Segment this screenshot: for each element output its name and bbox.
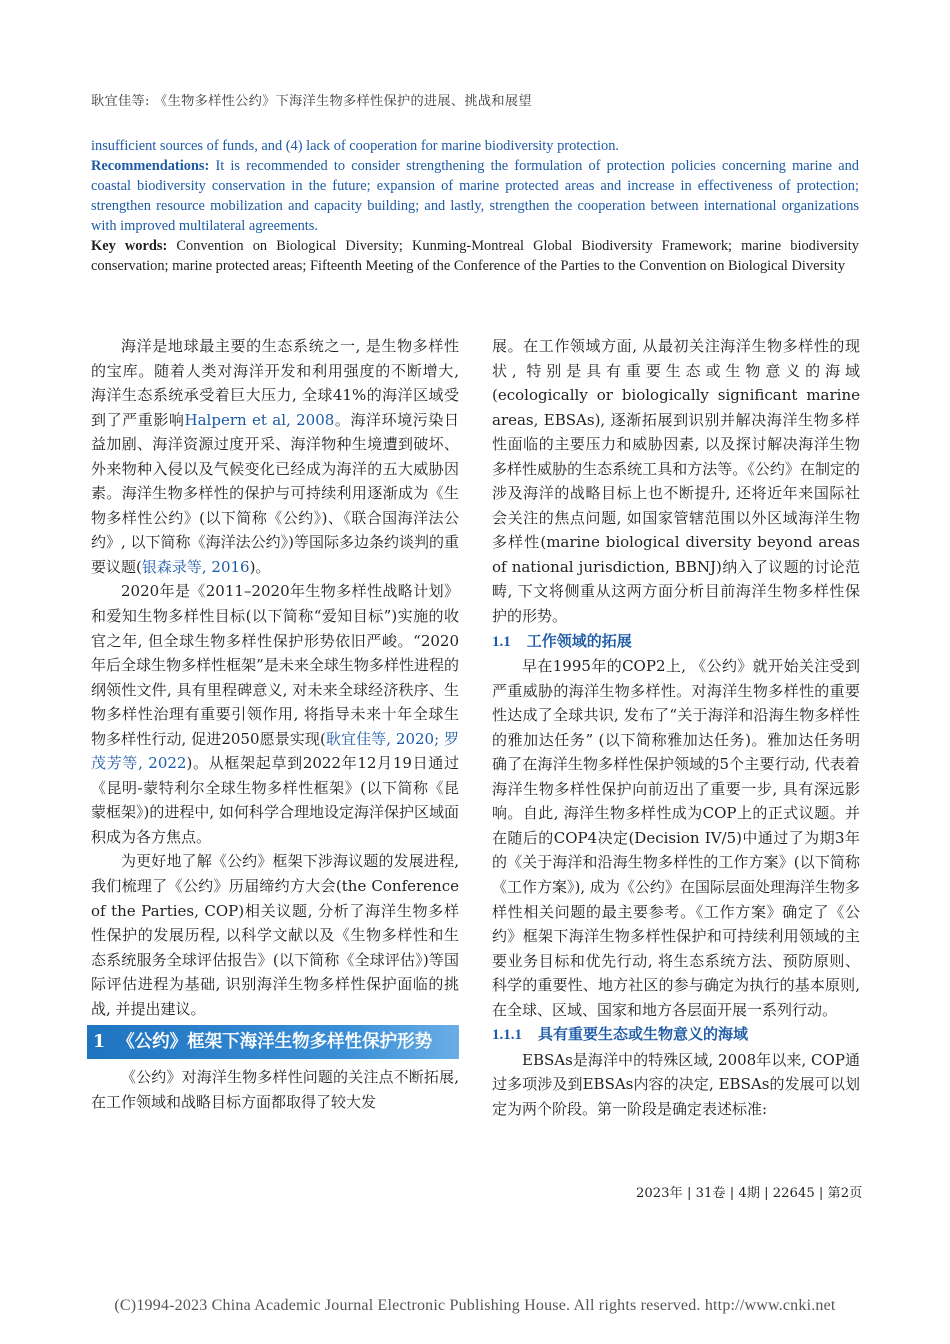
- body-paragraph: 《公约》对海洋生物多样性问题的关注点不断拓展, 在工作领域和战略目标方面都取得了较大发: [91, 1068, 459, 1111]
- abstract-continuation: insufficient sources of funds, and (4) lack of cooperation for marine biodiversity protection.: [91, 138, 620, 154]
- right-column: [492, 334, 860, 1122]
- body-paragraph: EBSAs是海洋中的特殊区域, 2008年以来, COP通过多项涉及到EBSAs内容的决定, EBSAs的发展可以划定为两个阶段。第一阶段是确定表述标准:: [492, 1050, 860, 1118]
- section-heading: [87, 1025, 459, 1059]
- keywords-label: Key words:: [91, 238, 168, 254]
- body-paragraph: 为更好地了解《公约》框架下涉海议题的发展进程, 我们梳理了《公约》历届缔约方大会(the Conference of the Parties, COP)相关议题, 分析了海洋生物多样性保护的发展历程, 以科学文献以及《生物多样性和生态系统服务全球评估报告》(以下简称《全球评估》)等国际评估进程为基础, 识别海洋生物多样性保护面临的挑战, 并提出建议。: [91, 852, 459, 1018]
- recommendations-text: It is recommended to consider strengthening the formulation of protection policies concerning marine and coastal biodiversity conservation in the future; expansion of marine protected areas and increase in effectiveness of protection; strengthen resource mobilization and capacity building; and lastly, strengthen the cooperation between international organizations with improved multilateral agreements.: [91, 158, 859, 234]
- section-title: 《公约》框架下海洋生物多样性保护形势: [117, 1032, 433, 1053]
- subsection-title: 工作领域的拓展: [526, 631, 632, 650]
- citation-link[interactable]: 耿宜佳等, 2020; 罗茂芳等, 2022: [91, 729, 459, 773]
- abstract-block: [91, 136, 859, 276]
- recommendations-paragraph: [91, 156, 859, 236]
- citation-link[interactable]: 银森录等, 2016: [141, 557, 250, 576]
- running-header: 耿宜佳等: 《生物多样性公约》下海洋生物多样性保护的进展、挑战和展望: [91, 94, 532, 109]
- page-info: 2023年 | 31卷 | 4期 | 22645 | 第2页: [636, 1186, 863, 1201]
- body-paragraph: 2020年是《2011–2020年生物多样性战略计划》和爱知生物多样性目标(以下简称“爱知目标”)实施的收官之年, 但全球生物多样性保护形势依旧严峻。“2020年后全球生物多样性框架”是未来全球生物多样性进程的纲领性文件, 具有里程碑意义, 对未来全球经济秩序、生物多样性治理有重要引领作用, 将指导未来十年全球生物多样性行动, 促进2050愿景实现(耿宜佳等, 2020; 罗茂芳等, 2022)。从框架起草到2022年12月19日通过《昆明-蒙特利尔全球生物多样性框架》(以下简称《昆蒙框架》)的进程中, 如何科学合理地设定海洋保护区域面积成为各方焦点。: [91, 582, 459, 846]
- keywords-text: Convention on Biological Diversity; Kunming-Montreal Global Biodiversity Framework; marine biodiversity conservation; marine protected areas; Fifteenth Meeting of the Conference of the Parties to the Convention on Biological Diversity: [91, 238, 860, 274]
- subsection-number: 1.1: [492, 633, 511, 650]
- section-number: 1: [93, 1032, 106, 1053]
- subsection-heading: [492, 629, 860, 655]
- recommendations-label: Recommendations:: [91, 158, 210, 174]
- subsubsection-title: 具有重要生态或生物意义的海域: [538, 1025, 749, 1044]
- citation-link[interactable]: Halpern et al, 2008: [184, 410, 335, 429]
- body-paragraph: 早在1995年的COP2上, 《公约》就开始关注受到严重威胁的海洋生物多样性。对海洋生物多样性的重要性达成了全球共识, 发布了“关于海洋和沿海生物多样性的雅加达任务” (以下简称雅加达任务)。雅加达任务明确了在海洋生物多样性保护领域的5个主要行动, 代表着海洋生物多样性保护向前迈出了重要一步, 具有深远影响。自此, 海洋生物多样性成为COP上的正式议题。并在随后的COP4决定(Decision IV/5)中通过了为期3年的《关于海洋和沿海生物多样性的工作方案》(以下简称《工作方案》), 成为《公约》在国际层面处理海洋生物多样性相关问题的最主要参考。《工作方案》确定了《公约》框架下海洋生物多样性保护和可持续利用领域的主要业务目标和优先行动, 将生态系统方法、预防原则、科学的重要性、地方社区的参与确定为执行的基本原则, 在全球、区域、国家和地方各层面开展一系列行动。: [492, 657, 860, 1019]
- left-column: [91, 334, 459, 1114]
- subsubsection-heading: [492, 1022, 860, 1048]
- body-paragraph: 海洋是地球最主要的生态系统之一, 是生物多样性的宝库。随着人类对海洋开发和利用强度的不断增大, 海洋生态系统承受着巨大压力, 全球41%的海洋区域受到了严重影响Halpern et al, 2008。海洋环境污染日益加剧、海洋资源过度开采、海洋物种生境遭到破坏、外来物种入侵以及气候变化已经成为海洋的五大威胁因素。海洋生物多样性的保护与可持续利用逐渐成为《生物多样性公约》(以下简称《公约》)、《联合国海洋法公约》, 以下简称《海洋法公约》)等国际多边条约谈判的重要议题(银森录等, 2016)。: [91, 337, 459, 576]
- copyright-footer: (C)1994-2023 China Academic Journal Electronic Publishing House. All rights reserved. http://www.cnki.net: [114, 1297, 836, 1314]
- body-paragraph: 展。在工作领域方面, 从最初关注海洋生物多样性的现状, 特别是具有重要生态或生物意义的海域(ecologically or biologically significant marine areas, EBSAs), 逐渐拓展到识别并解决海洋生物多样性面临的主要压力和威胁因素, 以及探讨解决海洋生物多样性威胁的生态系统工具和方法等。《公约》在制定的涉及海洋的战略目标上也不断提升, 还将近年来国际社会关注的焦点问题, 如国家管辖范围以外区域海洋生物多样性(marine biological diversity beyond areas of national jurisdiction, BBNJ)纳入了议题的讨论范畴, 下文将侧重从这两方面分析目前海洋生物多样性保护的形势。: [492, 337, 860, 626]
- subsubsection-number: 1.1.1: [492, 1027, 522, 1044]
- keywords-paragraph: [91, 236, 859, 276]
